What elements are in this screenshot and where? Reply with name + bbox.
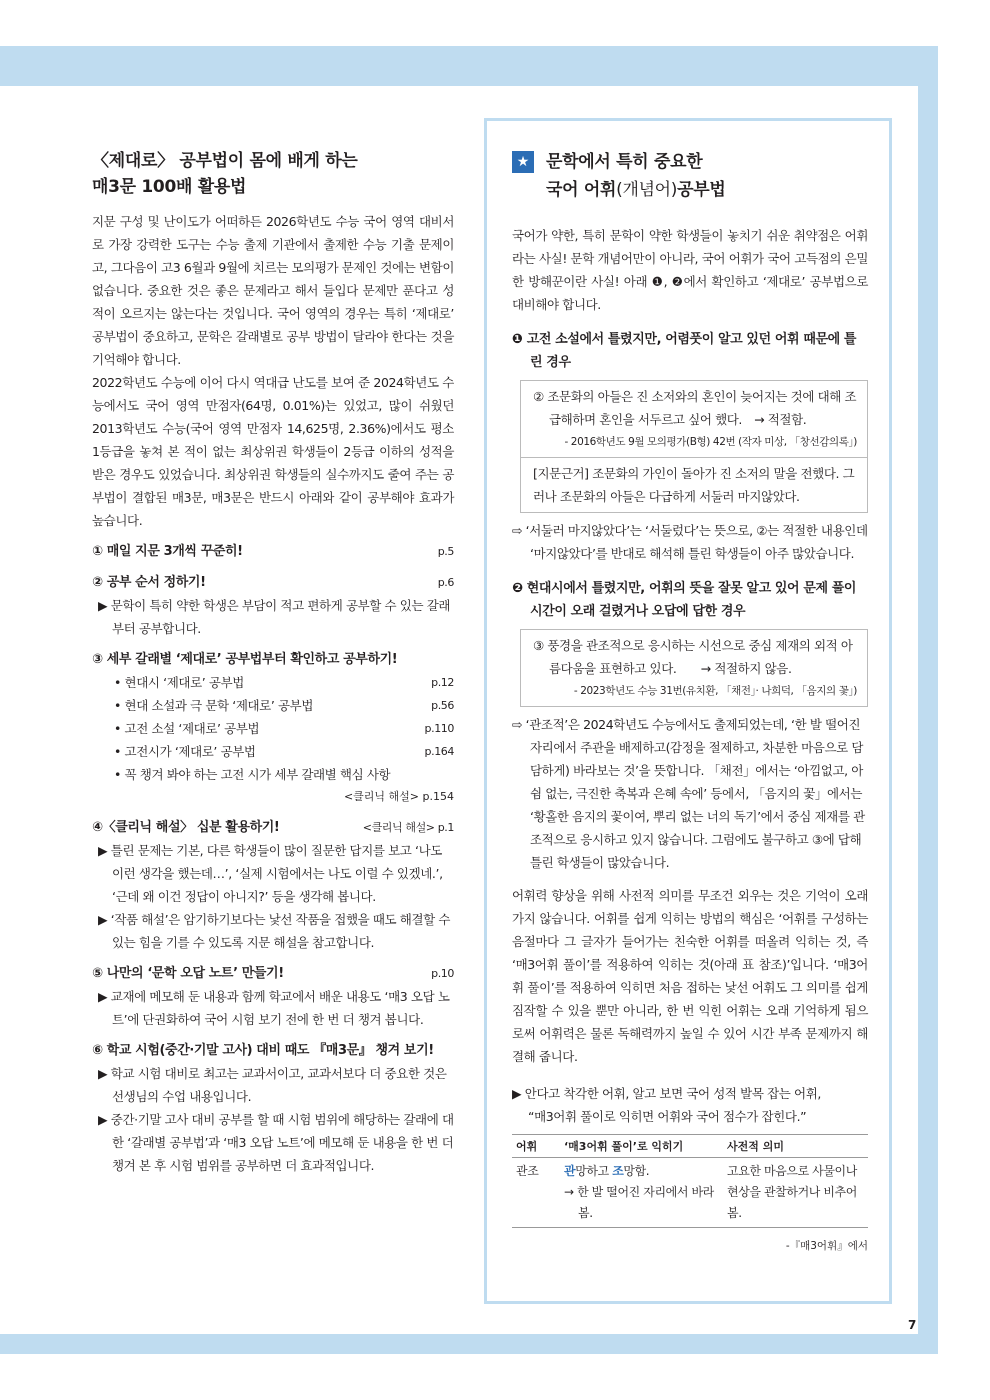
step-5-label: ⑤ 나만의 ‘문학 오답 노트’ 만들기! (92, 966, 284, 981)
step-1-label: ① 매일 지문 3개씩 꾸준히! (92, 544, 243, 559)
page-frame-top (0, 46, 938, 86)
left-title-line1: 〈제대로〉 공부법이 몸에 배게 하는 (92, 151, 358, 171)
page-frame-bottom (0, 1334, 938, 1354)
step-4-label: ④〈클리닉 해설〉 십분 활용하기! (92, 820, 280, 835)
left-title-line2: 매3문 100배 활용법 (92, 177, 247, 197)
step-4-note-1: ▶ 틀린 문제는 기본, 다른 학생들이 많이 질문한 답지를 보고 ‘나도 이런 생각을 했는데…’, ‘실제 시험에서는 나도 이럴 수 있겠네.’, ‘근데 왜 이건 정답이 아니지?’ 등을 생각해 봅니다. (98, 843, 443, 904)
vocab-tip (512, 1082, 868, 1128)
vocab-meaning: 고요한 마음으로 사물이나 현상을 관찰하거나 비추어 봄. (723, 1158, 868, 1228)
vocab-sidebar-box (484, 118, 892, 1304)
table-header: 사전적 의미 (723, 1135, 868, 1158)
vocab-method: 관망하고 조망함. → 한 발 떨어진 자리에서 바라봄. (560, 1158, 723, 1228)
step-3-reference: <클리닉 해설> p.154 (343, 790, 454, 803)
case-1-question-box (520, 380, 868, 513)
page-number: 7 (908, 1318, 917, 1332)
step-3-item: • 고전 소설 ‘제대로’ 공부법 p.110 (114, 721, 454, 736)
step-3-item: • 현대시 ‘제대로’ 공부법 p.12 (114, 675, 454, 690)
step-6-note-1: ▶ 학교 시험 대비로 최고는 교과서이고, 교과서보다 더 중요한 것은 선생님의 수업 내용입니다. (98, 1066, 447, 1104)
step-5-page: p.10 (431, 967, 454, 980)
step-2-note: ▶ 문학이 특히 약한 학생은 부담이 적고 편하게 공부할 수 있는 갈래부터 공부합니다. (98, 598, 451, 636)
intro-paragraph-2: 2022학년도 수능에 이어 다시 역대급 난도를 보여 준 2024학년도 수능에서도 국어 영역 만점자(64명, 0.01%)는 있었고, 많이 쉬웠던 2013학년도 수능(국어 영역 만점자 14,625명, 2.36%)에서도 평소 1등급을 놓쳐 본 적이 없는 최상위권 학생들이 2등급 이하의 성적을 받은 경우도 있었습니다. 최상위권 학생들의 실수까지도 줄여 주는 공부법이 결합된 매3문, 매3문은 반드시 아래와 같이 공부해야 효과가 높습니다. (92, 375, 454, 528)
case-1-choice: ② 조문화의 아들은 진 소저와의 혼인이 늦어지는 것에 대해 조급해하며 혼인을 서두르고 싶어 했다. → 적절함. (533, 389, 857, 427)
table-source: -『매3어휘』에서 (785, 1240, 868, 1252)
sidebar-title-line1: 문학에서 특히 중요한 (546, 152, 703, 172)
step-2-label: ② 공부 순서 정하기! (92, 575, 206, 590)
table-row (512, 1158, 868, 1228)
case-1-explanation: ⇨ ‘서둘러 마지않았다’는 ‘서둘렀다’는 뜻으로, ②는 적절한 내용인데 ‘마지않았다’를 반대로 해석해 틀린 학생들이 아주 많았습니다. (512, 523, 868, 561)
vocab-word: 관조 (512, 1158, 560, 1228)
divider (521, 457, 867, 458)
case-2-heading: ❷ 현대시에서 틀렸지만, 어휘의 뜻을 잘못 알고 있어 문제 풀이 시간이 오래 걸렸거나 오답에 답한 경우 (512, 581, 857, 619)
step-1-page: p.5 (437, 545, 454, 558)
step-6-note-2: ▶ 중간·기말 고사 대비 공부를 할 때 시험 범위에 해당하는 갈래에 대한 ‘갈래별 공부법’과 ‘매3 오답 노트’에 메모해 둔 내용을 한 번 더 챙겨 본 후 시험 범위를 공부하면 더 효과적입니다. (98, 1112, 454, 1173)
sidebar-intro: 국어가 약한, 특히 문학이 약한 학생들이 놓치기 쉬운 취약점은 어휘라는 사실! 문학 개념어만이 아니라, 국어 어휘가 국어 고득점의 은밀한 방해꾼이란 사실! 아래 ❶, ❷에서 확인하고 ‘제대로’ 공부법으로 대비해야 합니다. (512, 228, 868, 312)
case-1-basis: [지문근거] 조문화의 가인이 돌아가 진 소저의 말을 전했다. 그러나 조문화의 아들은 다급하게 서둘러 마지않았다. (533, 466, 855, 504)
case-2-choice: ③ 풍경을 관조적으로 응시하는 시선으로 중심 제재의 외적 아름다움을 표현하고 있다. → 적절하지 않음. (533, 638, 853, 676)
intro-paragraph-1: 지문 구성 및 난이도가 어떠하든 2026학년도 수능 국어 영역 대비서로 가장 강력한 도구는 수능 출제 기관에서 출제한 수능 기출 문제이고, 그다음이 고3 6월과 9월에 치르는 모의평가 문제인 것에는 변함이 없습니다. 중요한 것은 좋은 문제라고 해서 들입다 문제만 푼다고 성적이 오르지는 않는다는 것입니다. 국어 영역의 경우는 특히 ‘제대로’ 공부법이 중요하고, 문학은 갈래별로 공부 방법이 달라야 한다는 것을 기억해야 합니다. (92, 214, 454, 367)
case-1-heading: ❶ 고전 소설에서 틀렸지만, 어렴풋이 알고 있던 어휘 때문에 틀린 경우 (512, 332, 857, 370)
table-header-row (512, 1135, 868, 1158)
step-4 (92, 816, 454, 839)
step-2 (92, 571, 454, 594)
sidebar-title: ★ 문학에서 특히 중요한 국어 어휘(개념어)공부법 (512, 151, 868, 204)
star-icon: ★ (512, 151, 534, 173)
left-column (92, 148, 454, 1177)
step-4-note-2: ▶ ‘작품 해설’은 암기하기보다는 낯선 작품을 접했을 때도 해결할 수 있는 힘을 기를 수 있도록 지문 해설을 참고합니다. (98, 912, 451, 950)
step-6 (92, 1039, 454, 1062)
step-3-item: • 고전시가 ‘제대로’ 공부법 p.164 (114, 744, 454, 759)
table-header: 어휘 (512, 1135, 560, 1158)
case-2-explanation: ⇨ ‘관조적’은 2024학년도 수능에서도 출제되었는데, ‘한 발 떨어진 자리에서 주관을 배제하고(감정을 절제하고, 차분한 마음으로 담담하게) 바라보는 것’을 뜻합니다. 「채전」에서는 ‘아낌없고, 아쉼 없는, 극진한 축복과 은혜 속에’ 등에서, 「음지의 꽃」에서는 ‘황홀한 음지의 꽃이여, 뿌리 없는 너의 독기’에서 중심 제재를 관조적으로 응시하고 있지 않습니다. 그럼에도 불구하고 ③에 답해 틀린 학생들이 많았습니다. (512, 717, 865, 870)
step-3 (92, 648, 454, 671)
vocab-method-paragraph: 어휘력 향상을 위해 사전적 의미를 무조건 외우는 것은 기억이 오래 가지 않습니다. 어휘를 쉽게 익히는 방법의 핵심은 ‘어휘를 구성하는 음절마다 그 글자가 들어가는 친숙한 어휘를 떠올려 익히는 것, 즉 ‘매3어휘 풀이’를 적용하여 익히는 것(아래 표 참조)’입니다. ‘매3어휘 풀이’를 적용하여 익히면 처음 접하는 낯선 어휘도 그 의미를 쉽게 짐작할 수 있을 뿐만 아니라, 한 번 익힌 어휘는 오래 기억하게 됨으로써 어휘력은 물론 독해력까지 높일 수 있어 시간 부족 문제까지 해결해 줍니다. (512, 888, 868, 1064)
step-3-item: • 꼭 챙겨 봐야 하는 고전 시가 세부 갈래별 핵심 사항 (114, 767, 391, 782)
step-4-page: <클리닉 해설> p.1 (362, 821, 454, 834)
step-5 (92, 962, 454, 985)
step-3-label: ③ 세부 갈래별 ‘제대로’ 공부법부터 확인하고 공부하기! (92, 652, 398, 667)
step-2-page: p.6 (437, 576, 454, 589)
step-3-item: • 현대 소설과 극 문학 ‘제대로’ 공부법 p.56 (114, 698, 454, 713)
step-5-note: ▶ 교재에 메모해 둔 내용과 함께 학교에서 배운 내용도 ‘매3 오답 노트’에 단권화하여 국어 시험 보기 전에 한 번 더 챙겨 봅니다. (98, 989, 450, 1027)
case-2-source: - 2023학년도 수능 31번(유치환, 「채전」· 나희덕, 「음지의 꽃」) (573, 685, 857, 697)
case-2-question-box (520, 629, 868, 707)
page-frame-right (918, 46, 938, 1354)
step-1 (92, 540, 454, 563)
vocab-sidebar-content (512, 151, 868, 1253)
case-1-source: - 2016학년도 9월 모의평가(B형) 42번 (작자 미상, 「창선감의록」) (564, 436, 857, 448)
step-6-label: ⑥ 학교 시험(중간·기말 고사) 대비 때도 『매3문』 챙겨 보기! (92, 1043, 434, 1058)
table-header: ‘매3어휘 풀이’로 익히기 (560, 1135, 723, 1158)
left-title (92, 148, 454, 200)
vocab-tip-line2: “매3어휘 풀이로 익히면 어휘와 국어 점수가 잡힌다.” (528, 1109, 807, 1124)
vocab-tip-line1: ▶ 안다고 착각한 어휘, 알고 보면 국어 성적 발목 잡는 어휘, (512, 1086, 821, 1101)
vocab-table (512, 1134, 868, 1228)
